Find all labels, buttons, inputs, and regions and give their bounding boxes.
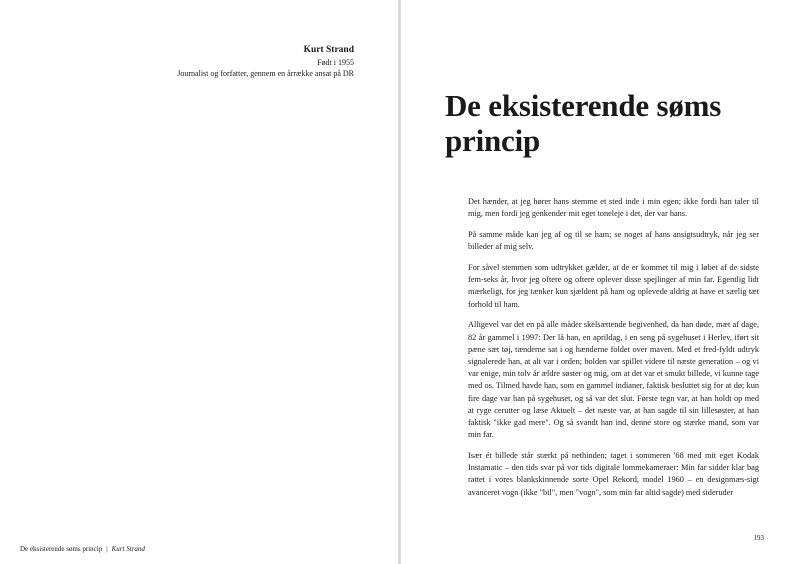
author-block: [177, 44, 354, 79]
author-bio: Journalist og forfatter, gennem en årrække ansat på DR: [177, 69, 354, 78]
paragraph: Især ét billede står stærkt på nethinden; taget i sommeren '68 med mit eget Kodak Instamatic – den tids svar på vor tids digitale lommekameraer: Min far sidder klar bag rattet i vores blankskinnende sorte Opel Rekord, model 1960 – en designmæs-sigt avanceret vogn (ikke "bil", men "vogn", som min far altid sagde) med sideruder: [468, 451, 759, 497]
chapter-title-line-2: princip: [445, 123, 541, 158]
footer-separator: |: [106, 545, 108, 553]
chapter-title: [445, 88, 775, 158]
paragraph: For såvel stemmen som udtrykket gælder, at de er kommet til mig i løbet af de sidste fem-seks år, hvor jeg oftere og oftere oplever disse spejlinger af min far. Egentlig lidt mærkeligt, for jeg tænker kun sjældent på ham og oplevede aldrig at have et særlig tæt forhold til ham.: [468, 263, 759, 309]
paragraph: Det hænder, at jeg hører hans stemme et sted inde i min egen; ikke fordi han taler til mig, men fordi jeg genkender mit eget toneleje i det, der var hans.: [468, 197, 759, 219]
right-page: [401, 0, 800, 564]
footer-author: Kurt Strand: [111, 545, 145, 553]
body-text: [468, 196, 759, 507]
footer-title: De eksisterende søms princip: [20, 545, 103, 553]
running-footer: [20, 545, 145, 554]
paragraph: Alligevel var det en på alle måder skelsættende begivenhed, da han døde, mæt af dage, 82 år gammel i 1997: Der lå han, en aprildag, i en seng på sygehuset i Herlev, iført sit pæne sæt tøj, tænderne sat i og hænderne foldet over maven. Med et fred-fyldt udtryk signalerede han, at alt var i orden; bolden var spillet videre til næste generation – og vi var enige, min tolv år ældre søster og mig, om at det var et smukt billede, vi kunne tage med os. Tilmed havde han, som en gammel indianer, faktisk besluttet sig for at dø; kun fire dage var han på sygehuset, og så var det slut. Første tegn var, at han holdt op med at ryge cerutter og læse Aktuelt – det næste var, at han sagde til sin lillesøster, at han faktisk "ikke gad mere". Og så svandt han ind, denne store og stærke mand, som var min far.: [468, 320, 759, 440]
chapter-title-line-1: De eksisterende søms: [445, 88, 722, 123]
author-name: Kurt Strand: [303, 45, 354, 55]
left-page: [0, 0, 398, 564]
page-number: 193: [753, 534, 764, 542]
author-born: Født i 1955: [317, 58, 354, 67]
paragraph: På samme måde kan jeg af og til se ham; se noget af hans ansigtsudtryk, når jeg ser billeder af mig selv.: [468, 230, 759, 252]
